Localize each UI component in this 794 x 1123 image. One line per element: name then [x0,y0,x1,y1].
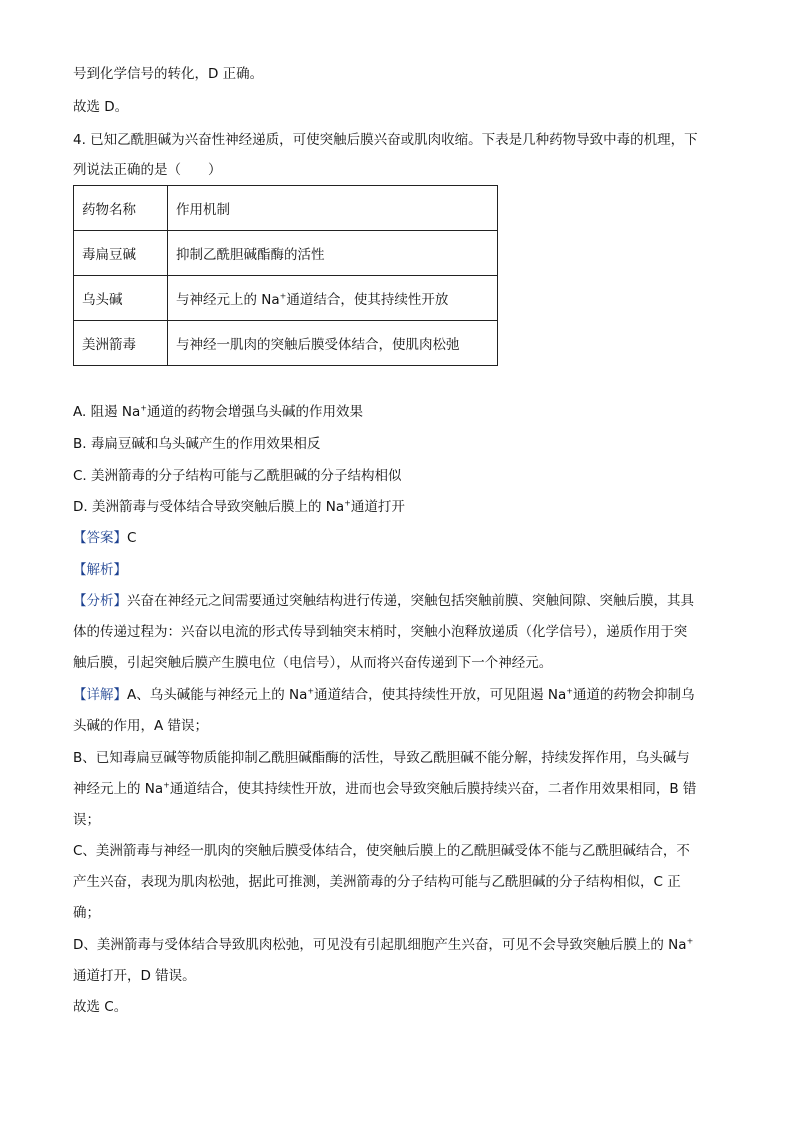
option-text: 通道打开 [350,499,405,515]
answer-line [73,528,136,548]
answer-value: C [127,530,137,546]
detail-line: 头碱的作用，A 错误； [73,718,209,734]
superscript-plus: + [344,498,351,508]
option-b: B. 毒扁豆碱和乌头碱产生的作用效果相反 [73,436,321,452]
table-cell [168,276,498,321]
analysis-tag: 【解析】 [73,562,127,578]
superscript-plus: + [307,686,315,696]
detail-line [73,935,693,955]
option-text: D. 美洲箭毒与受体结合导致突触后膜上的 Na [73,499,345,515]
superscript-plus: + [279,291,287,301]
drug-mechanism-table [73,185,498,366]
detail-line: C、美洲箭毒与神经一肌肉的突触后膜受体结合，使突触后膜上的乙酰胆碱受体不能与乙酰胆碱结合，不 [73,843,690,859]
cell-text: 与神经元上的 Na [176,292,280,308]
option-a [73,402,363,422]
detail-text: D、美洲箭毒与受体结合导致肌肉松弛，可见没有引起肌细胞产生兴奋，可见不会导致突触后膜上的 Na [73,937,687,953]
table-cell: 美洲箭毒 [74,321,168,366]
table-cell: 毒扁豆碱 [74,231,168,276]
detail-tag: 【详解】 [73,687,127,703]
analysis-line: 触后膜，引起突触后膜产生膜电位（电信号），从而将兴奋传递到下一个神经元。 [73,655,553,671]
option-d [73,497,405,517]
question-stem-cont: 列说法正确的是（ ） [73,162,222,178]
table-row [74,321,498,366]
superscript-plus: + [566,686,573,696]
table-header-row [74,186,498,231]
conclusion-line: 故选 C。 [73,999,128,1015]
option-text: 通道的药物会增强乌头碱的作用效果 [146,404,363,420]
detail-text: 通道结合，使其持续性开放，可见阻遏 Na [314,687,567,703]
analysis-sub-tag: 【分析】 [73,593,127,609]
analysis-line: 体的传递过程为：兴奋以电流的形式传导到轴突末梢时，突触小泡释放递质（化学信号），递质作用于突 [73,624,688,640]
answer-tag: 【答案】 [73,530,127,546]
detail-text: 神经元上的 Na [73,781,164,797]
detail-line [73,685,694,705]
analysis-text: 兴奋在神经元之间需要通过突触结构进行传递，突触包括突触前膜、突触间隙、突触后膜，其具 [127,593,694,609]
table-row [74,231,498,276]
text-line: 号到化学信号的转化，D 正确。 [73,66,264,82]
superscript-plus: + [686,936,694,946]
text-line: 故选 D。 [73,99,129,115]
question-stem: 4. 已知乙酰胆碱为兴奋性神经递质，可使突触后膜兴奋或肌肉收缩。下表是几种药物导致中毒的机理，下 [73,132,698,148]
table-header-cell: 药物名称 [74,186,168,231]
superscript-plus: + [140,403,147,413]
cell-text: 通道结合，使其持续性开放 [286,292,449,308]
superscript-plus: + [163,780,170,790]
detail-line: 通道打开，D 错误。 [73,968,196,984]
detail-line: 误； [73,812,100,828]
option-text: A. 阻遏 Na [73,404,141,420]
analysis-line [73,591,694,611]
option-c: C. 美洲箭毒的分子结构可能与乙酰胆碱的分子结构相似 [73,468,402,484]
table-header-cell: 作用机制 [168,186,498,231]
detail-line: 产生兴奋，表现为肌肉松弛，据此可推测，美洲箭毒的分子结构可能与乙酰胆碱的分子结构相似，C 正 [73,874,681,890]
detail-text: 通道的药物会抑制乌 [572,687,695,703]
detail-line [73,779,696,799]
table-row [74,276,498,321]
detail-line: B、已知毒扁豆碱等物质能抑制乙酰胆碱酯酶的活性，导致乙酰胆碱不能分解，持续发挥作用，乌头碱与 [73,750,690,766]
detail-text: A、乌头碱能与神经元上的 Na [127,687,308,703]
table-cell: 乌头碱 [74,276,168,321]
table-cell: 抑制乙酰胆碱酯酶的活性 [168,231,498,276]
detail-text: 通道结合，使其持续性开放，进而也会导致突触后膜持续兴奋，二者作用效果相同，B 错 [169,781,697,797]
table-cell: 与神经一肌肉的突触后膜受体结合，使肌肉松弛 [168,321,498,366]
detail-line: 确； [73,905,100,921]
